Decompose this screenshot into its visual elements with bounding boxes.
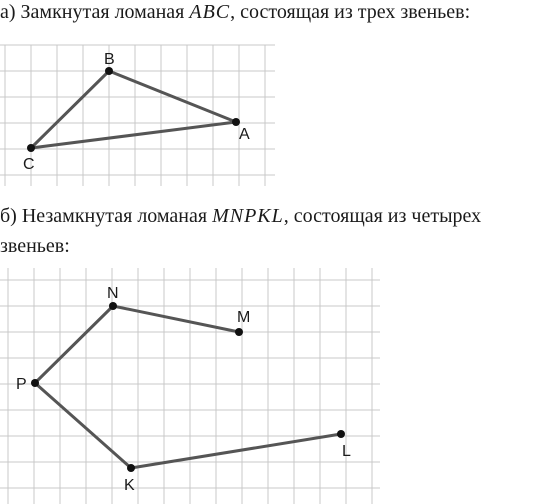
label-k: K	[124, 477, 135, 494]
label-b: B	[104, 51, 115, 68]
segment-cb	[31, 71, 109, 148]
point-b	[105, 67, 113, 75]
caption-a-suffix: , состоящая из трех звеньев:	[230, 1, 471, 23]
point-l	[337, 430, 345, 438]
point-c	[27, 144, 35, 152]
point-k	[127, 464, 135, 472]
segment-mn	[113, 306, 239, 332]
caption-a-polyline-name: ABC	[189, 1, 231, 23]
grid-b	[0, 268, 380, 504]
label-m: M	[237, 309, 251, 326]
label-n: N	[107, 285, 119, 302]
label-p: P	[16, 376, 27, 393]
caption-a-prefix: а) Замкнутая ломаная	[0, 1, 190, 23]
caption-b-prefix: б) Незамкнутая ломаная	[0, 205, 213, 227]
label-a: A	[239, 126, 250, 143]
label-c: C	[23, 156, 35, 173]
point-n	[109, 302, 117, 310]
segment-ac	[31, 122, 236, 148]
caption-b-line2: звеньев:	[0, 235, 70, 257]
caption-b-polyline-name: MNPKL	[212, 205, 284, 227]
segment-np	[35, 306, 113, 383]
caption-b-suffix: , состоящая из четырех	[283, 205, 482, 227]
segment-kl	[131, 434, 341, 468]
grid-a	[0, 45, 275, 186]
label-l: L	[342, 443, 351, 460]
point-p	[31, 379, 39, 387]
segment-pk	[35, 383, 131, 468]
point-a	[232, 118, 240, 126]
point-m	[235, 328, 243, 336]
